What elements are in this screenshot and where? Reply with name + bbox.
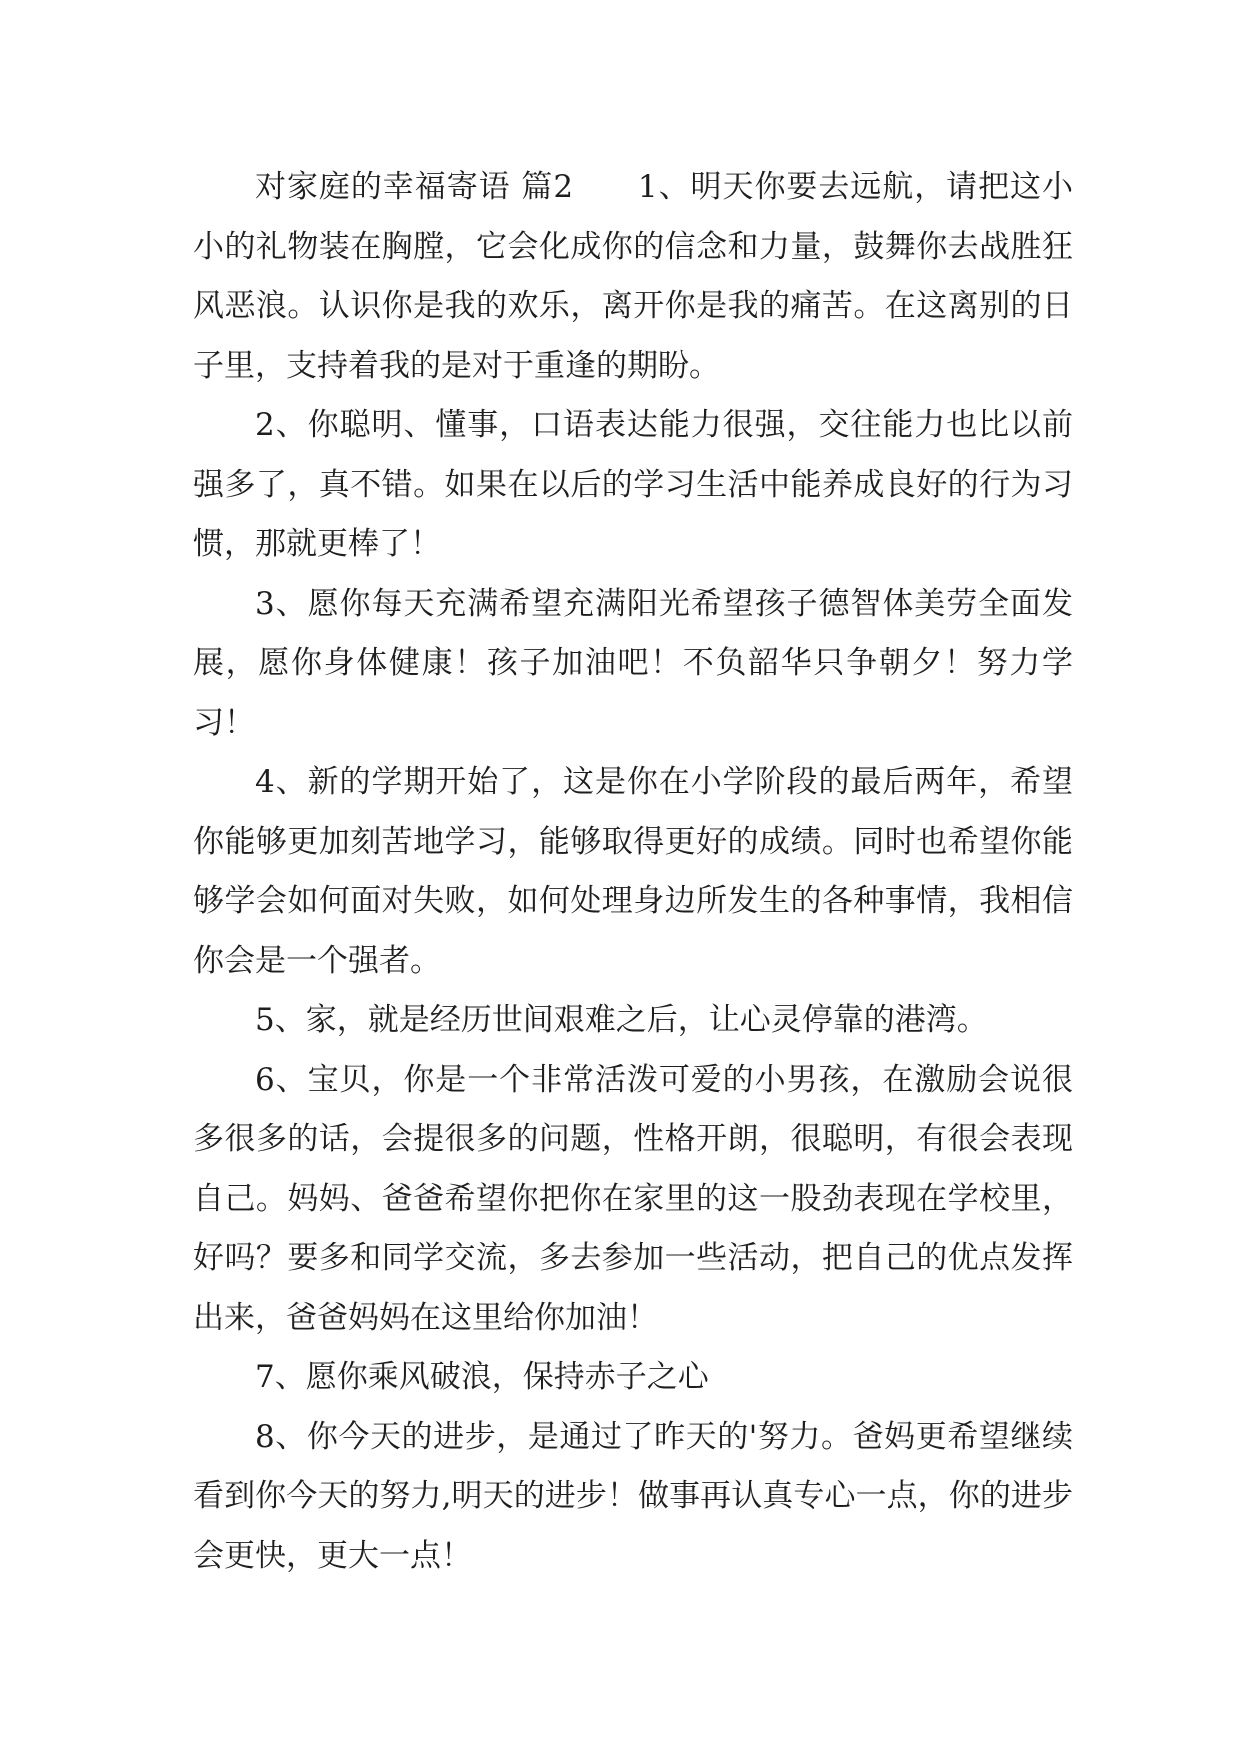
paragraph-2: 2、你聪明、懂事，口语表达能力很强，交往能力也比以前强多了，真不错。如果在以后的学习生活中能养成良好的行为习惯，那就更棒了！ [193,407,1073,562]
paragraph-6: 6、宝贝，你是一个非常活泼可爱的小男孩，在激励会说很多很多的话，会提很多的问题，性格开朗，很聪明，有很会表现自己。妈妈、爸爸希望你把你在家里的这一股劲表现在学校里，好吗？要多和同学交流，多去参加一些活动，把自己的优点发挥出来，爸爸妈妈在这里给你加油！ [193,1061,1073,1336]
paragraph-7: 7、愿你乘风破浪，保持赤子之心 [255,1359,709,1395]
paragraph-5: 5、家，就是经历世间艰难之后，让心灵停靠的港湾。 [255,1002,988,1038]
paragraph-3: 3、愿你每天充满希望充满阳光希望孩子德智体美劳全面发展，愿你身体健康！孩子加油吧！不负韶华只争朝夕！努力学习！ [193,585,1073,741]
paragraph-4: 4、新的学期开始了，这是你在小学阶段的最后两年，希望你能够更加刻苦地学习，能够取得更好的成绩。同时也希望你能够学会如何面对失败，如何处理身边所发生的各种事情，我相信你会是一个强者。 [193,764,1073,979]
document-body [193,158,1073,1586]
paragraph-1: 对家庭的幸福寄语 篇2 1、明天你要去远航，请把这小小的礼物装在胸膛，它会化成你的信念和力量，鼓舞你去战胜狂风恶浪。认识你是我的欢乐，离开你是我的痛苦。在这离别的日子里，支持着我的是对于重逢的期盼。 [193,169,1073,384]
paragraph-8: 8、你今天的进步，是通过了昨天的'努力。爸妈更希望继续看到你今天的努力,明天的进步！做事再认真专心一点，你的进步会更快，更大一点！ [193,1418,1073,1574]
